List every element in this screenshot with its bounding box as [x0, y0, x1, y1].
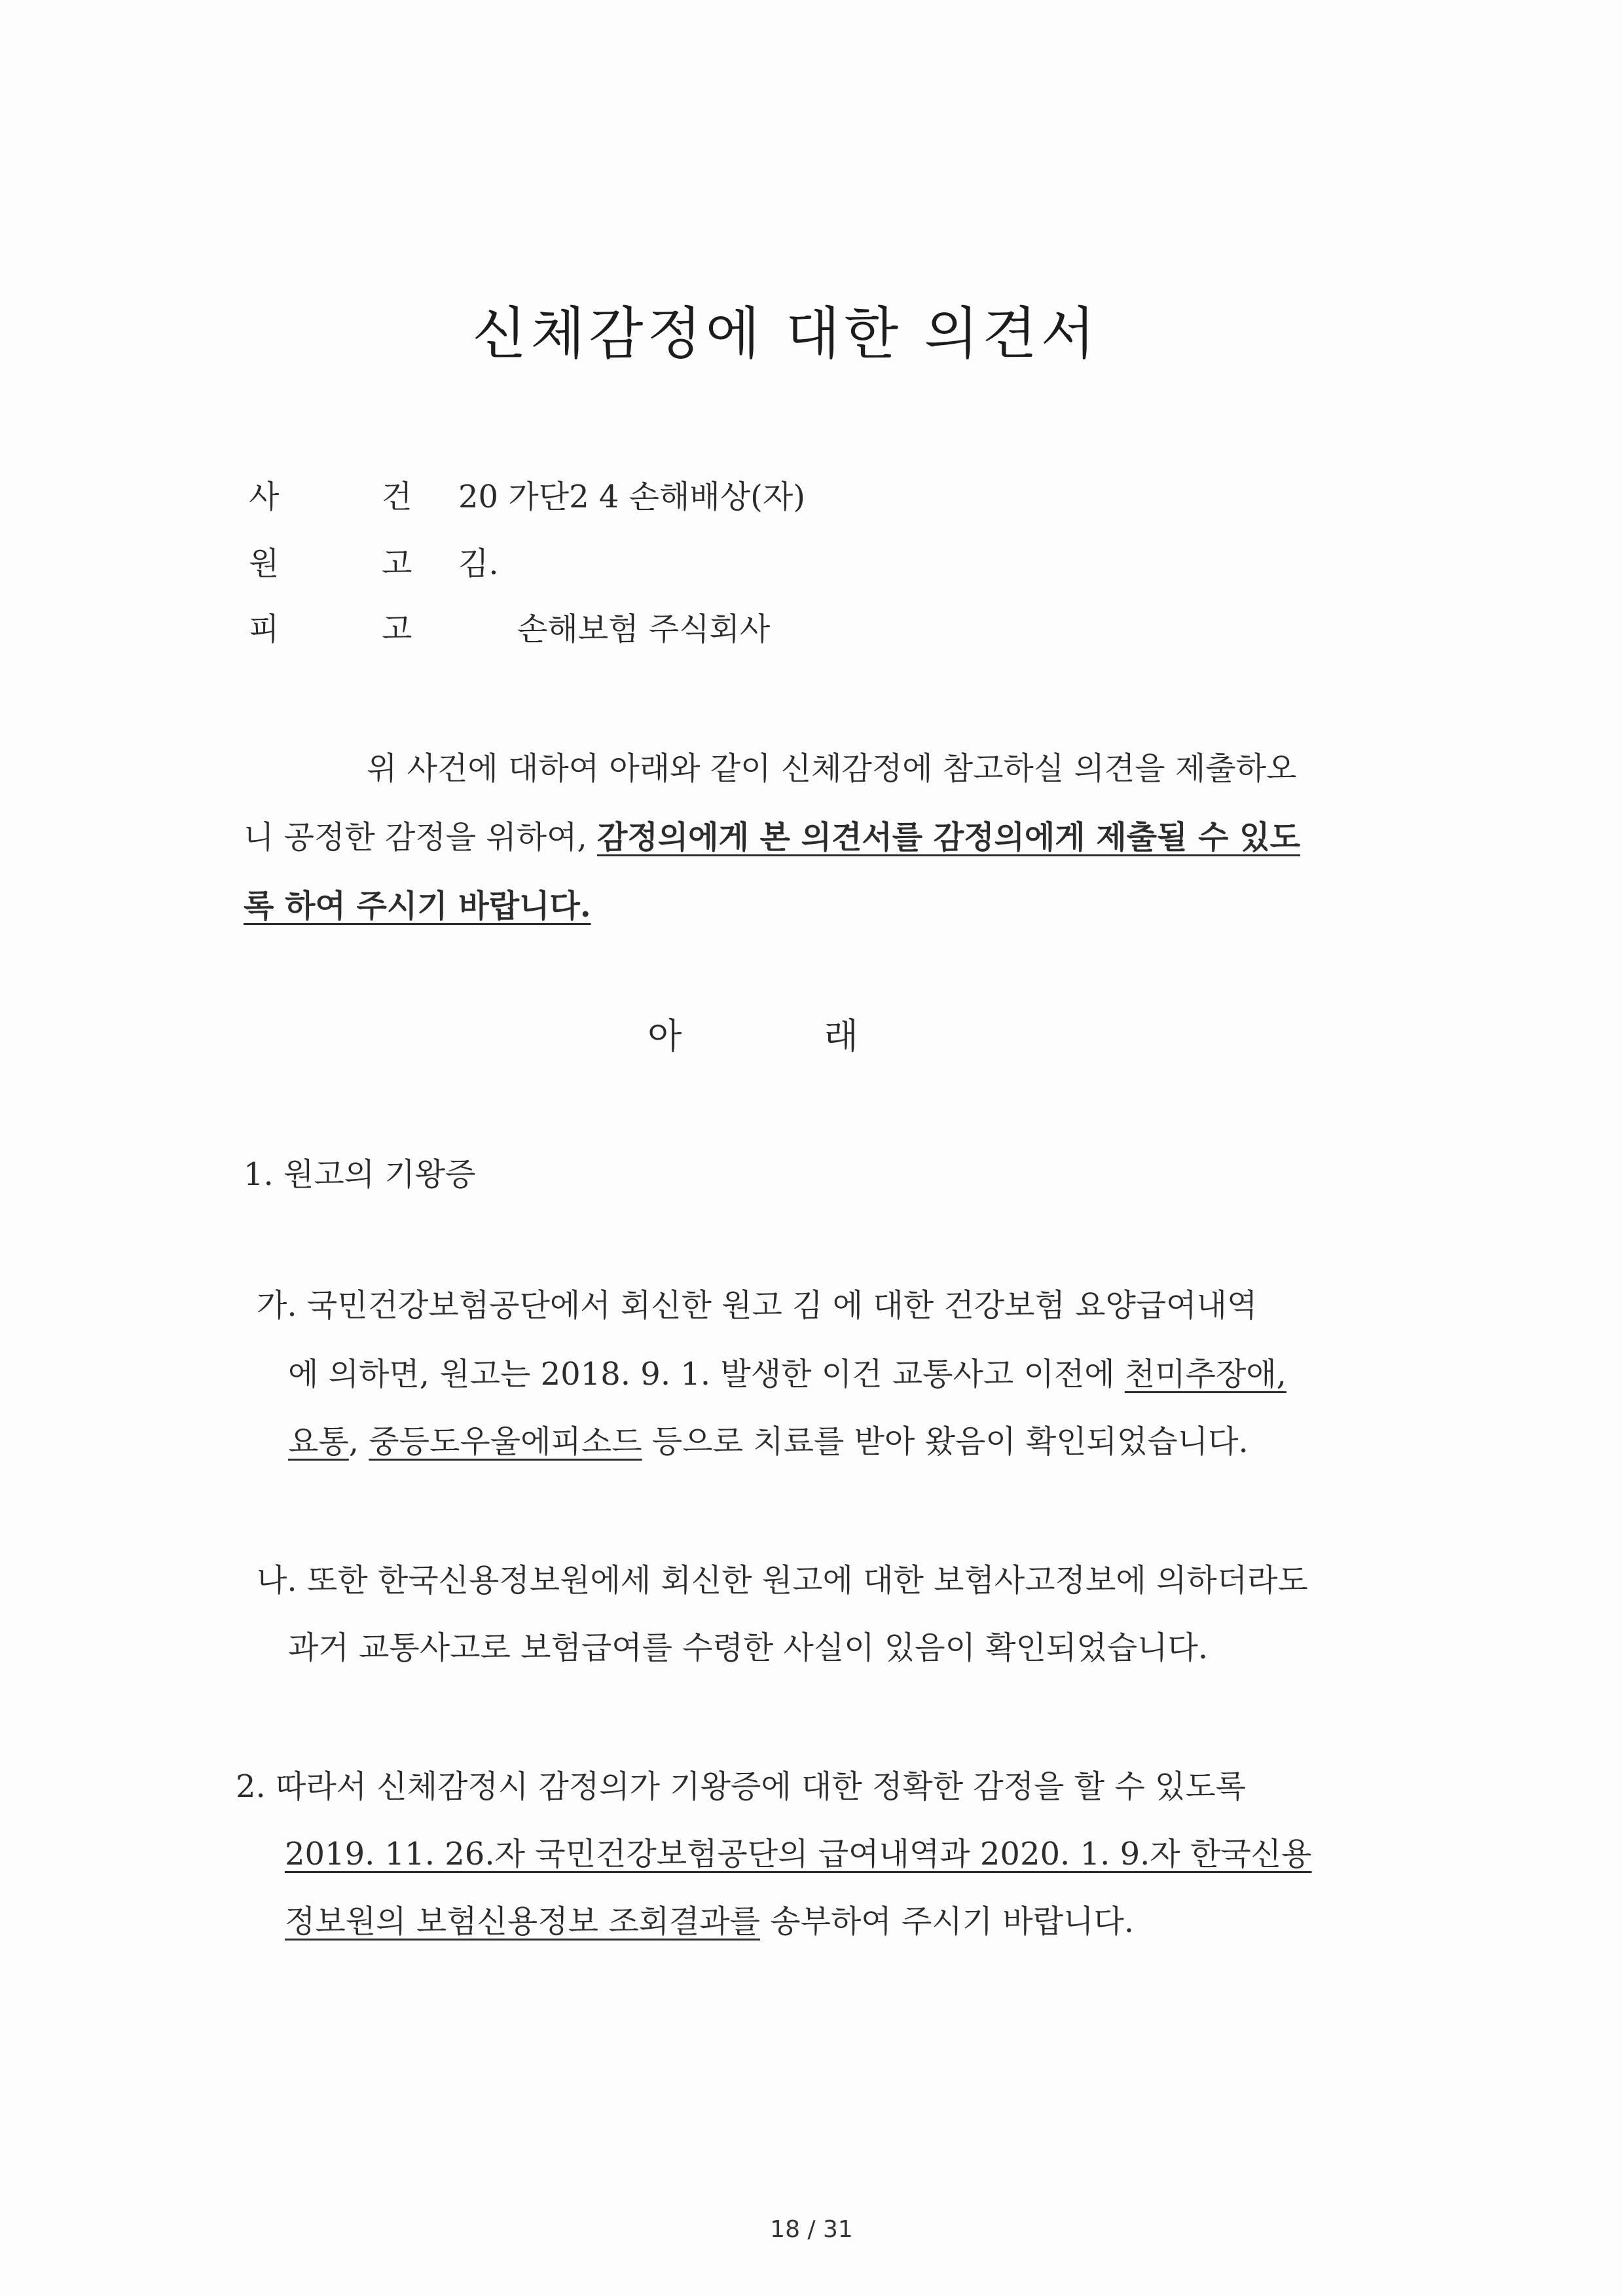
- item1-ga-separator: ,: [348, 1423, 369, 1460]
- item1-na-line-1: 나. 또한 한국신용정보원에세 회신한 원고에 대한 보험사고정보에 의하더라도: [257, 1562, 1308, 1599]
- item1-na-line-2: 과거 교통사고로 보험급여를 수령한 사실이 있음이 확인되었습니다.: [288, 1630, 1209, 1666]
- intro-line-2-emphasis: 감정의에게 본 의견서를 감정의에게 제출될 수 있도: [596, 819, 1300, 856]
- item1-ga-diagnosis-1: 천미추장애,: [1124, 1356, 1286, 1393]
- plaintiff-label-1: 원: [249, 545, 280, 582]
- item1-ga-line-2-plain: 에 의하면, 원고는 2018. 9. 1. 발생한 이건 교통사고 이전에: [288, 1356, 1125, 1393]
- document-title: 신체감정에 대한 의견서: [472, 301, 1099, 367]
- item2-line-1: 2. 따라서 신체감정시 감정의가 기왕증에 대한 정확한 감정을 할 수 있도록: [236, 1768, 1247, 1805]
- section-heading: 아 래: [647, 1015, 924, 1057]
- case-label-1: 사: [249, 479, 280, 515]
- plaintiff-label-2: 고: [382, 545, 412, 582]
- intro-line-1: 위 사건에 대하여 아래와 같이 신체감정에 참고하실 의견을 제출하오: [367, 750, 1297, 787]
- intro-line-3-emphasis: 록 하여 주시기 바랍니다.: [244, 888, 591, 924]
- item2-line-2-underlined: 2019. 11. 26.자 국민건강보험공단의 급여내역과 2020. 1. 9.자 한국신용: [285, 1836, 1312, 1872]
- item2-line-3: [285, 1896, 1134, 1941]
- item1-ga-diagnosis-2: 요통: [288, 1423, 349, 1460]
- defendant-label-1: 피: [249, 611, 280, 647]
- defendant-label-2: 고: [382, 611, 412, 647]
- intro-line-3: [244, 881, 591, 926]
- item2-line-3-underlined: 정보원의 보험신용정보 조회결과를: [285, 1903, 761, 1940]
- case-label-2: 건: [382, 479, 412, 515]
- item2-line-3-plain: 송부하여 주시기 바랍니다.: [760, 1903, 1135, 1940]
- intro-line-2: [244, 812, 1300, 857]
- defendant-name: 손해보험 주식회사: [517, 611, 771, 647]
- item1-ga-line-3: [288, 1416, 1249, 1461]
- item1-ga-line-2: [288, 1349, 1286, 1394]
- case-number: 20 가단2 4 손해배상(자): [458, 479, 805, 515]
- plaintiff-name: 김.: [458, 545, 499, 582]
- item2-line-2: [285, 1829, 1312, 1874]
- item1-ga-line-1: 가. 국민건강보험공단에서 회신한 원고 김 에 대한 건강보험 요양급여내역: [257, 1287, 1258, 1324]
- item1-ga-line-3-plain: 등으로 치료를 받아 왔음이 확인되었습니다.: [642, 1423, 1249, 1460]
- item1-ga-diagnosis-3: 중등도우울에피소드: [369, 1423, 642, 1460]
- intro-line-2-plain: 니 공정한 감정을 위하여,: [244, 819, 597, 856]
- item1-heading: 1. 원고의 기왕증: [244, 1156, 476, 1193]
- page-number: 18 / 31: [770, 2216, 853, 2243]
